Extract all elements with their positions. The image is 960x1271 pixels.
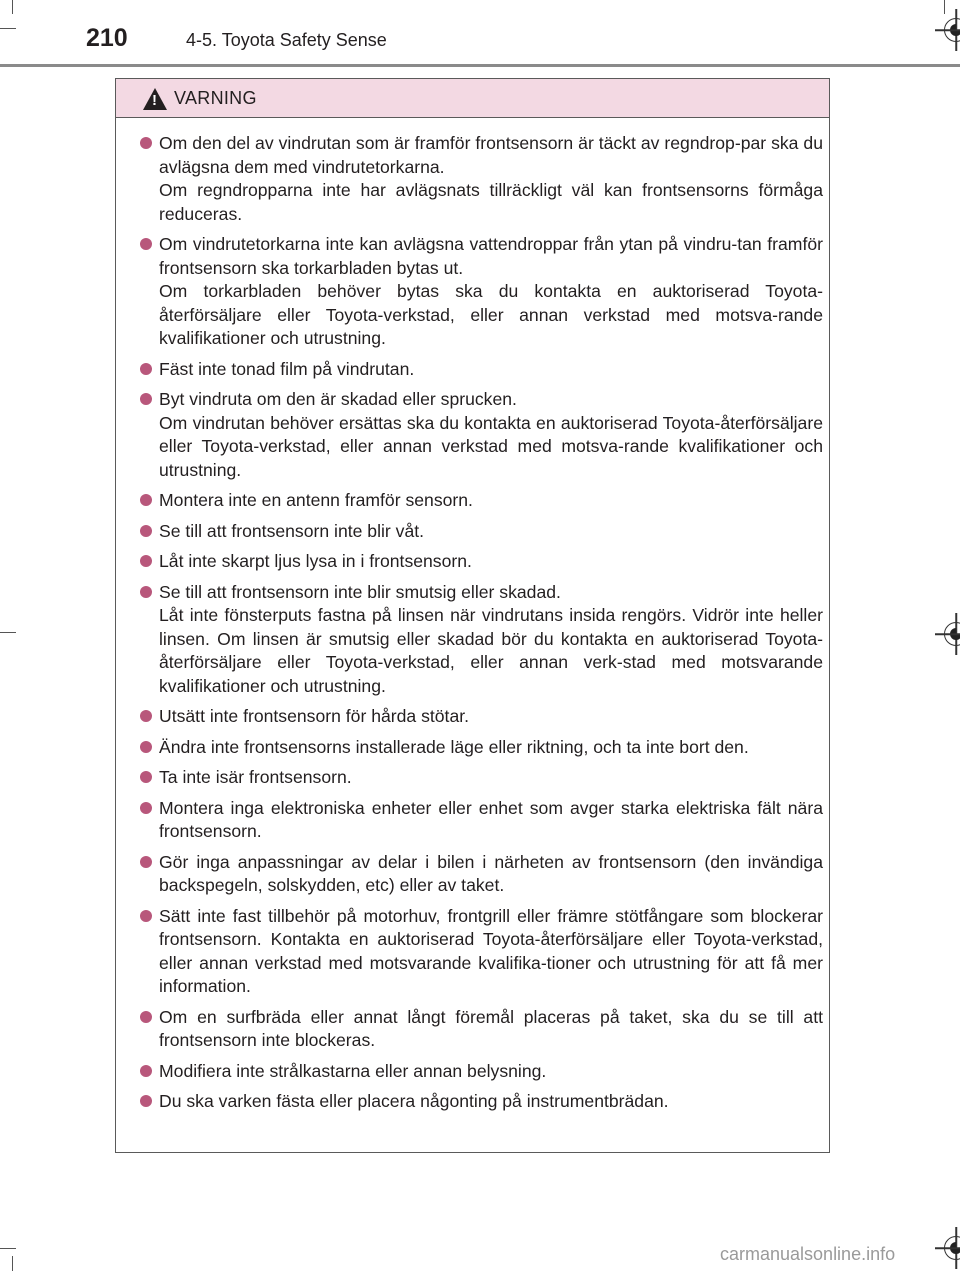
warning-item xyxy=(116,1006,823,1053)
bullet-icon xyxy=(140,856,152,868)
warning-item xyxy=(116,358,823,382)
registration-mark-icon xyxy=(944,1236,960,1260)
warning-item-text: Fäst inte tonad film på vindrutan. xyxy=(159,358,415,379)
warning-list xyxy=(116,118,829,1114)
warning-item-text: Du ska varken fästa eller placera någonting på instrumentbrädan. xyxy=(159,1091,669,1111)
section-title: 4-5. Toyota Safety Sense xyxy=(186,30,387,50)
warning-item-text: Om torkarbladen behöver bytas ska du kontakta en auktoriserad Toyota-återförsäljare eller Toyota-verkstad, eller annan verkstad med motsva-rande kvalifikationer och utrustning. xyxy=(159,281,823,348)
registration-mark-icon xyxy=(944,18,960,42)
warning-item-text: Låt inte fönsterputs fastna på linsen när vindrutans insida rengörs. Vidrör inte heller linsen. Om linsen är smutsig eller skadad bör du kontakta en auktoriserad Toyota-återförsäljare eller Toyota-verkstad, eller annan verk-stad med motsvarande kvalifikationer och utrustning. xyxy=(159,605,823,696)
bullet-icon xyxy=(140,741,152,753)
bullet-icon xyxy=(140,1095,152,1107)
warning-item-text: Gör inga anpassningar av delar i bilen i närheten av frontsensorn (den invändiga backspegeln, solskydden, etc) eller av taket. xyxy=(159,851,823,895)
warning-item-text: Låt inte skarpt ljus lysa in i frontsensorn. xyxy=(159,551,472,571)
bullet-icon xyxy=(140,363,152,375)
crop-mark xyxy=(12,0,13,14)
bullet-icon xyxy=(140,771,152,783)
crop-mark xyxy=(944,0,945,14)
warning-item-text: Om vindrutetorkarna inte kan avlägsna vattendroppar från ytan på vindru-tan framför frontsensorn ska torkarbladen bytas ut. xyxy=(159,234,823,278)
bullet-icon xyxy=(140,238,152,250)
bullet-icon xyxy=(140,525,152,537)
warning-item-text: Montera inga elektroniska enheter eller enhet som avger starka elektriska fält nära frontsensorn. xyxy=(159,797,823,841)
warning-item-text: Modifiera inte strålkastarna eller annan belysning. xyxy=(159,1060,547,1081)
warning-item-text: Om vindrutan behöver ersättas ska du kontakta en auktoriserad Toyota-återförsäljare eller Toyota-verkstad, eller annan verkstad med motsva-rande kvalifikationer och utrustning. xyxy=(159,412,823,480)
crop-mark xyxy=(0,1248,16,1249)
warning-item-text: Byt vindruta om den är skadad eller sprucken. xyxy=(159,389,517,409)
warning-item xyxy=(116,851,823,898)
warning-header xyxy=(116,79,829,118)
warning-item-text: Ändra inte frontsensorns installerade läge eller riktning, och ta inte bort den. xyxy=(159,736,749,757)
bullet-icon xyxy=(140,494,152,506)
warning-item xyxy=(116,233,823,351)
warning-item xyxy=(116,489,823,513)
warning-item xyxy=(116,766,823,790)
warning-item-text: Utsätt inte frontsensorn för hårda stötar. xyxy=(159,706,470,726)
warning-item xyxy=(116,905,823,999)
warning-item-text: Montera inte en antenn framför sensorn. xyxy=(159,490,473,510)
warning-item xyxy=(116,520,823,544)
warning-item xyxy=(116,1090,823,1114)
warning-item-text: Sätt inte fast tillbehör på motorhuv, frontgrill eller främre stötfångare som blockerar frontsensorn. Kontakta en auktoriserad Toyota-återförsäljare eller Toyota-verkstad, eller annan verkstad med motsvarande kvalifika-tioner och utrustning för att få mer information. xyxy=(159,905,823,996)
bullet-icon xyxy=(140,710,152,722)
crop-mark xyxy=(0,28,16,29)
warning-item-text: Ta inte isär frontsensorn. xyxy=(159,767,352,787)
warning-item xyxy=(116,797,823,844)
crop-mark xyxy=(0,632,16,633)
warning-item xyxy=(116,132,823,226)
bullet-icon xyxy=(140,137,152,149)
header-divider xyxy=(0,64,960,67)
registration-mark-icon xyxy=(944,622,960,646)
warning-triangle-icon: ! xyxy=(143,88,167,110)
bullet-icon xyxy=(140,910,152,922)
bullet-icon xyxy=(140,586,152,598)
watermark: carmanualsonline.info xyxy=(720,1244,896,1264)
crop-mark xyxy=(12,1256,13,1271)
warning-title: VARNING xyxy=(174,88,257,108)
bullet-icon xyxy=(140,802,152,814)
warning-item-text: Se till att frontsensorn inte blir våt. xyxy=(159,520,425,541)
bullet-icon xyxy=(140,555,152,567)
bullet-icon xyxy=(140,1011,152,1023)
warning-item-text: Om en surfbräda eller annat långt föremål placeras på taket, ska du se till att frontsensorn inte blockeras. xyxy=(159,1006,823,1050)
warning-item xyxy=(116,705,823,729)
warning-box xyxy=(115,78,830,1153)
bullet-icon xyxy=(140,1065,152,1077)
warning-item xyxy=(116,1060,823,1084)
warning-item-text: Om regndropparna inte har avlägsnats tillräckligt väl kan frontsensorns förmåga reduceras. xyxy=(159,180,823,224)
warning-item xyxy=(116,388,823,482)
warning-item xyxy=(116,581,823,699)
warning-item-text: Se till att frontsensorn inte blir smutsig eller skadad. xyxy=(159,581,561,602)
warning-item xyxy=(116,736,823,760)
page-number: 210 xyxy=(86,24,128,52)
bullet-icon xyxy=(140,393,152,405)
warning-item-text: Om den del av vindrutan som är framför frontsensorn är täckt av regndrop-par ska du avlägsna dem med vindrutetorkarna. xyxy=(159,133,823,177)
warning-item xyxy=(116,550,823,574)
